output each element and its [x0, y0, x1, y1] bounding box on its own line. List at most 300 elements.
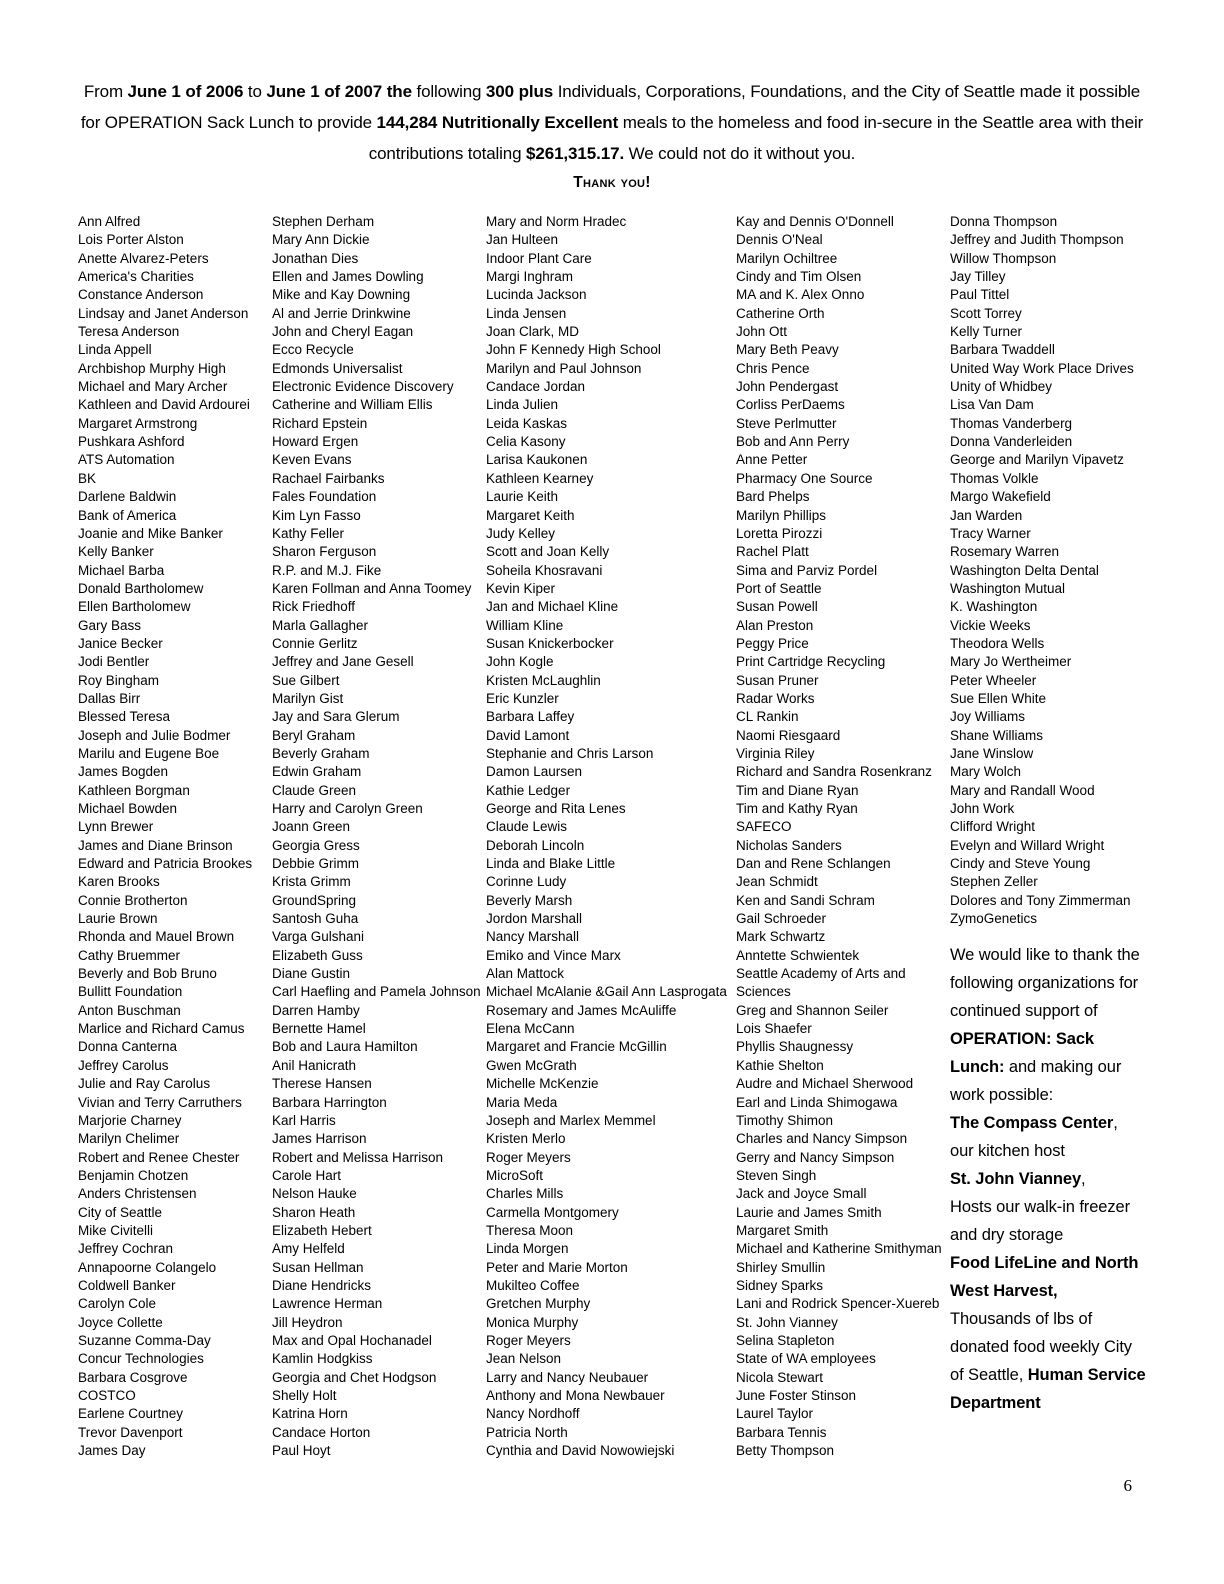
- donor-name: Jill Heydron: [272, 1314, 343, 1330]
- donor-name: Marilyn Phillips: [736, 507, 827, 523]
- donor-name: Rosemary Warren: [950, 544, 1060, 560]
- donor-name: Roger Meyers: [486, 1149, 571, 1165]
- donor-name: Marilyn Gist: [272, 690, 344, 706]
- donor-name: Marlice and Richard Camus: [78, 1021, 245, 1037]
- donor-name: Joann Green: [272, 819, 351, 835]
- donor-name: Bullitt Foundation: [78, 984, 183, 1000]
- donor-name: Lani and Rodrick Spencer-Xuereb: [736, 1296, 940, 1312]
- donor-name: Lucinda Jackson: [486, 287, 587, 303]
- donor-name: Connie Gerlitz: [272, 635, 358, 651]
- text-run: to: [243, 82, 267, 101]
- donor-name: Darren Hamby: [272, 1002, 360, 1018]
- donor-name: Shelly Holt: [272, 1388, 337, 1403]
- donor-name: Amy Helfeld: [272, 1241, 345, 1257]
- thank-you-heading: Thank you!: [573, 174, 651, 191]
- donor-name: Nelson Hauke: [272, 1186, 357, 1202]
- donor-name: Susan Powell: [736, 599, 818, 615]
- donor-name: Candace Jordan: [486, 379, 586, 395]
- donor-name: Evelyn and Willard Wright: [950, 837, 1105, 853]
- donor-name: Jay and Sara Glerum: [272, 709, 400, 725]
- donor-name: Carolyn Cole: [78, 1296, 157, 1312]
- donor-name: Theresa Moon: [486, 1222, 574, 1238]
- donor-name: Keven Evans: [272, 452, 352, 468]
- donor-name: Gail Schroeder: [736, 911, 827, 927]
- donor-name: Kelly Banker: [78, 544, 154, 560]
- donor-name: William Kline: [486, 617, 564, 633]
- donor-name: MicroSoft: [486, 1167, 544, 1183]
- donor-name: Michael McAlanie &Gail Ann Lasprogata: [486, 984, 727, 1000]
- donor-name: Nicholas Sanders: [736, 837, 842, 853]
- donor-name: City of Seattle: [78, 1204, 163, 1220]
- donor-name: Dolores and Tony Zimmerman: [950, 892, 1131, 908]
- donor-name: Corliss PerDaems: [736, 397, 845, 413]
- donor-name: Dan and Rene Schlangen: [736, 856, 891, 872]
- donor-name: Nancy Nordhoff: [486, 1406, 580, 1422]
- donor-name: Richard Epstein: [272, 415, 368, 431]
- donor-name: Peter and Marie Morton: [486, 1259, 628, 1275]
- donor-name: James and Diane Brinson: [78, 837, 233, 853]
- donor-name: America's Charities: [78, 269, 194, 285]
- donor-name: Jeffrey Carolus: [78, 1057, 169, 1073]
- donor-name: Radar Works: [736, 690, 815, 706]
- donor-name: Ellen and James Dowling: [272, 269, 424, 285]
- donor-name: Sharon Heath: [272, 1204, 356, 1220]
- donor-name: Jan Warden: [950, 507, 1023, 523]
- donor-name: Ken and Sandi Schram: [736, 892, 875, 908]
- donor-name: Clifford Wright: [950, 819, 1036, 835]
- donor-name: Charles Mills: [486, 1186, 564, 1202]
- donor-name: Ecco Recycle: [272, 342, 354, 358]
- donor-name: Anil Hanicrath: [272, 1057, 357, 1073]
- donor-name: Peggy Price: [736, 635, 809, 651]
- page-number: 6: [1123, 1476, 1132, 1495]
- donor-name: Earl and Linda Shimogawa: [736, 1094, 898, 1110]
- donor-name: Mike Civitelli: [78, 1222, 154, 1238]
- donor-name: Lynn Brewer: [78, 819, 154, 835]
- donor-name: Margo Wakefield: [950, 489, 1051, 505]
- donor-name: Claude Lewis: [486, 819, 568, 835]
- donor-name: Judy Kelley: [486, 525, 556, 541]
- donor-name: Leida Kaskas: [486, 415, 568, 431]
- donor-name: Shane Williams: [950, 727, 1044, 743]
- donor-name: Benjamin Chotzen: [78, 1167, 189, 1183]
- text-run: and making our work possible:: [950, 1058, 1122, 1105]
- donor-name: Laurie Brown: [78, 911, 158, 927]
- donor-name: Debbie Grimm: [272, 856, 360, 872]
- text-run: meals to the homeless and food in-secure in the Seattle area with their contributions totaling: [368, 113, 1144, 163]
- donor-name: Joyce Collette: [78, 1314, 163, 1330]
- donor-name: BK: [78, 470, 97, 486]
- donor-name: Elizabeth Guss: [272, 947, 363, 963]
- donor-name: Washington Mutual: [950, 580, 1066, 596]
- bold-text-run: 300 plus: [485, 82, 554, 101]
- donor-name: Print Cartridge Recycling: [736, 654, 886, 670]
- donor-name: Port of Seattle: [736, 580, 822, 596]
- donor-name: Margaret Keith: [486, 507, 575, 523]
- donor-name: Michael Barba: [78, 562, 165, 578]
- donor-name: Kathie Shelton: [736, 1057, 824, 1073]
- donor-name: Charles and Nancy Simpson: [736, 1131, 908, 1147]
- donor-name: Celia Kasony: [486, 434, 566, 450]
- donor-name: Marjorie Charney: [78, 1112, 182, 1128]
- text-run: We could not do it without you.: [624, 144, 856, 163]
- donor-name: Alan Preston: [736, 617, 814, 633]
- donor-name: Bank of America: [78, 507, 177, 523]
- donor-name: Carole Hart: [272, 1167, 342, 1183]
- donor-name: Theodora Wells: [950, 635, 1045, 651]
- text-run: Individuals, Corporations, Foundations, and the City of Seattle made it possible for OPERATION Sack Lunch to provide: [80, 82, 1141, 132]
- donor-name: Maria Meda: [486, 1094, 558, 1110]
- donor-name: Suzanne Comma-Day: [78, 1332, 211, 1348]
- donor-name: Karl Harris: [272, 1112, 336, 1128]
- donor-name: Marla Gallagher: [272, 617, 369, 633]
- donor-name: James Bogden: [78, 764, 169, 780]
- bold-text-run: June 1 of 2006: [127, 82, 244, 101]
- donor-name: Trevor Davenport: [78, 1424, 183, 1440]
- donor-name: Kristen Merlo: [486, 1131, 566, 1147]
- donor-name: Margi Inghram: [486, 269, 574, 285]
- donor-name: Naomi Riesgaard: [736, 727, 841, 743]
- donor-name: Barbara Harrington: [272, 1094, 387, 1110]
- donor-name: Betty Thompson: [736, 1443, 835, 1459]
- donor-name: June Foster Stinson: [736, 1388, 857, 1403]
- donor-name: Tracy Warner: [950, 525, 1031, 541]
- donor-column-1: [78, 213, 272, 1460]
- bold-text-run: The Compass Center: [950, 1114, 1114, 1133]
- donor-column-2: [272, 213, 486, 1460]
- donor-name: Larry and Nancy Neubauer: [486, 1369, 649, 1385]
- donor-name: Anthony and Mona Newbauer: [486, 1388, 665, 1403]
- donor-name: Paul Hoyt: [272, 1443, 331, 1459]
- donor-name: Susan Pruner: [736, 672, 819, 688]
- donor-column-3: [486, 213, 736, 1460]
- donor-name: Dennis O'Neal: [736, 232, 823, 248]
- donor-name: Al and Jerrie Drinkwine: [272, 305, 411, 321]
- donor-name: Monica Murphy: [486, 1314, 579, 1330]
- donor-name: Phyllis Shaugnessy: [736, 1039, 854, 1055]
- donor-name: Donald Bartholomew: [78, 580, 204, 596]
- donor-name: John and Cheryl Eagan: [272, 324, 414, 340]
- donor-name: Laurel Taylor: [736, 1406, 814, 1422]
- donor-name: Concur Technologies: [78, 1351, 204, 1367]
- donor-name: Carl Haefling and Pamela Johnson: [272, 984, 481, 1000]
- donor-name: Anton Buschman: [78, 1002, 181, 1018]
- donor-name: Joseph and Marlex Memmel: [486, 1112, 656, 1128]
- donor-name: Fales Foundation: [272, 489, 377, 505]
- donor-name: Jan Hulteen: [486, 232, 559, 248]
- donor-name: Margaret and Francie McGillin: [486, 1039, 667, 1055]
- donor-name: Robert and Melissa Harrison: [272, 1149, 444, 1165]
- donor-name: Joy Williams: [950, 709, 1026, 725]
- donor-name: Mary Wolch: [950, 764, 1022, 780]
- donor-name: Barbara Laffey: [486, 709, 575, 725]
- donor-name: Bernette Hamel: [272, 1021, 366, 1037]
- donor-name: Elizabeth Hebert: [272, 1222, 372, 1238]
- page-header: [0, 76, 1224, 192]
- donor-name: Kevin Kiper: [486, 580, 556, 596]
- donor-name: Richard and Sandra Rosenkranz: [736, 764, 932, 780]
- donor-name: Darlene Baldwin: [78, 489, 177, 505]
- donor-name: Jean Schmidt: [736, 874, 818, 890]
- donor-name: Linda and Blake Little: [486, 856, 616, 872]
- bold-text-run: St. John Vianney: [950, 1170, 1082, 1189]
- donor-name: Karen Follman and Anna Toomey: [272, 580, 472, 596]
- donor-name: Sciences: [736, 984, 791, 1000]
- donor-name: Steve Perlmutter: [736, 415, 837, 431]
- donor-name: Joanie and Mike Banker: [78, 525, 223, 541]
- donor-name: John Ott: [736, 324, 788, 340]
- donor-name: Therese Hansen: [272, 1076, 372, 1092]
- donor-name: Greg and Shannon Seiler: [736, 1002, 889, 1018]
- donor-name: Stephanie and Chris Larson: [486, 745, 654, 761]
- donor-name: Varga Gulshani: [272, 929, 365, 945]
- donor-name: Kelly Turner: [950, 324, 1023, 340]
- donor-name: Bob and Laura Hamilton: [272, 1039, 418, 1055]
- donor-name: Marilyn Ochiltree: [736, 250, 838, 266]
- donor-name: Sima and Parviz Pordel: [736, 562, 878, 578]
- text-run: ,: [1113, 1114, 1118, 1133]
- donor-column-5-names: [950, 213, 1146, 928]
- donor-name: Edmonds Universalist: [272, 360, 403, 376]
- donor-name: Marilu and Eugene Boe: [78, 745, 220, 761]
- text-run: We would like to thank the following organizations for continued support of: [950, 946, 1140, 1021]
- donor-name: ATS Automation: [78, 452, 175, 468]
- donor-name: Scott and Joan Kelly: [486, 544, 610, 560]
- donor-name: Georgia and Chet Hodgson: [272, 1369, 437, 1385]
- donor-name: Susan Hellman: [272, 1259, 364, 1275]
- donor-name: Mike and Kay Downing: [272, 287, 411, 303]
- donor-name: Mary Jo Wertheimer: [950, 654, 1072, 670]
- donor-name: Linda Julien: [486, 397, 559, 413]
- bold-text-run: $261,315.17.: [526, 144, 625, 163]
- donor-name: Jack and Joyce Small: [736, 1186, 867, 1202]
- donor-name: Edwin Graham: [272, 764, 362, 780]
- donor-name: Damon Laursen: [486, 764, 583, 780]
- donor-name: Krista Grimm: [272, 874, 351, 890]
- donor-name: Candace Horton: [272, 1424, 371, 1440]
- donor-name: Jean Nelson: [486, 1351, 562, 1367]
- donor-name: Beryl Graham: [272, 727, 356, 743]
- donor-name: Jodi Bentler: [78, 654, 150, 670]
- donor-name: Earlene Courtney: [78, 1406, 184, 1422]
- donor-name: Robert and Renee Chester: [78, 1149, 240, 1165]
- donor-name: Audre and Michael Sherwood: [736, 1076, 914, 1092]
- donor-name: Thomas Vanderberg: [950, 415, 1073, 431]
- donor-name: Margaret Armstrong: [78, 415, 198, 431]
- donor-name: Kamlin Hodgkiss: [272, 1351, 373, 1367]
- donor-name: Beverly Marsh: [486, 892, 573, 908]
- donor-name: Michael and Mary Archer: [78, 379, 228, 395]
- donor-name: COSTCO: [78, 1388, 136, 1403]
- text-run: Hosts our walk-in freezer and dry storage: [950, 1198, 1130, 1245]
- donor-name: Dallas Birr: [78, 690, 141, 706]
- donor-name: Indoor Plant Care: [486, 250, 592, 266]
- donor-name: Ellen Bartholomew: [78, 599, 191, 615]
- donor-name: Margaret Smith: [736, 1222, 829, 1238]
- donor-name: ZymoGenetics: [950, 911, 1038, 927]
- donor-name: Beverly Graham: [272, 745, 370, 761]
- donor-name: United Way Work Place Drives: [950, 360, 1134, 376]
- donor-name: Kay and Dennis O'Donnell: [736, 214, 894, 229]
- donor-name: Beverly and Bob Bruno: [78, 966, 217, 982]
- donor-name: Vivian and Terry Carruthers: [78, 1094, 242, 1110]
- donor-name: Gretchen Murphy: [486, 1296, 591, 1312]
- donor-name: Steven Singh: [736, 1167, 817, 1183]
- donor-name: Lisa Van Dam: [950, 397, 1034, 413]
- donor-name: Gerry and Nancy Simpson: [736, 1149, 895, 1165]
- text-run: From: [83, 82, 128, 101]
- donor-name: Laurie and James Smith: [736, 1204, 882, 1220]
- donor-name: Julie and Ray Carolus: [78, 1076, 211, 1092]
- donor-name: Patricia North: [486, 1424, 568, 1440]
- donor-name: MA and K. Alex Onno: [736, 287, 865, 303]
- donor-name: John Kogle: [486, 654, 554, 670]
- donor-name: Jeffrey Cochran: [78, 1241, 174, 1257]
- donor-name: SAFECO: [736, 819, 792, 835]
- donor-name: Karen Brooks: [78, 874, 160, 890]
- donor-name: Anette Alvarez-Peters: [78, 250, 209, 266]
- donor-name: Annapoorne Colangelo: [78, 1259, 217, 1275]
- donor-name: St. John Vianney: [736, 1314, 838, 1330]
- donor-name: Donna Vanderleiden: [950, 434, 1073, 450]
- donor-name: Kathleen and David Ardourei: [78, 397, 250, 413]
- donor-name: Cynthia and David Nowowiejski: [486, 1443, 675, 1459]
- donor-name: Mary Beth Peavy: [736, 342, 839, 358]
- donor-name: Larisa Kaukonen: [486, 452, 588, 468]
- donor-name: Tim and Diane Ryan: [736, 782, 859, 798]
- donor-name: Kristen McLaughlin: [486, 672, 601, 688]
- donor-name: Linda Morgen: [486, 1241, 569, 1257]
- donor-name: Laurie Keith: [486, 489, 559, 505]
- donor-name: Gwen McGrath: [486, 1057, 577, 1073]
- donor-name: Anne Petter: [736, 452, 808, 468]
- donor-name: Nancy Marshall: [486, 929, 580, 945]
- donor-name: Paul Tittel: [950, 287, 1010, 303]
- donor-name: Jan and Michael Kline: [486, 599, 619, 615]
- donor-name: Scott Torrey: [950, 305, 1022, 321]
- donor-name: Emiko and Vince Marx: [486, 947, 621, 963]
- text-run: following: [411, 82, 486, 101]
- donor-name: Nicola Stewart: [736, 1369, 824, 1385]
- donor-name: Kathleen Borgman: [78, 782, 190, 798]
- donor-name: Virginia Riley: [736, 745, 815, 761]
- donor-name: Michelle McKenzie: [486, 1076, 599, 1092]
- donor-name: Michael and Katherine Smithyman: [736, 1241, 942, 1257]
- bold-text-run: Food LifeLine and North West Harvest,: [950, 1254, 1139, 1301]
- text-run: ,: [1081, 1170, 1086, 1189]
- donor-name: Lois Porter Alston: [78, 232, 184, 248]
- donor-name: Sidney Sparks: [736, 1277, 824, 1293]
- donor-name: Bard Phelps: [736, 489, 810, 505]
- donor-name: Elena McCann: [486, 1021, 575, 1037]
- donor-name: Teresa Anderson: [78, 324, 180, 340]
- donor-name: Seattle Academy of Arts and: [736, 966, 906, 982]
- donor-name: Gary Bass: [78, 617, 142, 633]
- donor-name: Bob and Ann Perry: [736, 434, 850, 450]
- donor-name: David Lamont: [486, 727, 570, 743]
- donor-name: Cindy and Steve Young: [950, 856, 1091, 872]
- donor-name: Roger Meyers: [486, 1332, 571, 1348]
- donor-column-5: [950, 213, 1146, 1417]
- donor-name: Carmella Montgomery: [486, 1204, 619, 1220]
- donor-name: Sue Gilbert: [272, 672, 340, 688]
- donor-name: Stephen Zeller: [950, 874, 1038, 890]
- donor-name: Unity of Whidbey: [950, 379, 1053, 395]
- donor-name: Joseph and Julie Bodmer: [78, 727, 231, 743]
- donor-name: Jeffrey and Jane Gesell: [272, 654, 414, 670]
- donor-name: Georgia Gress: [272, 837, 360, 853]
- bold-text-run: 144,284 Nutritionally Excellent: [376, 113, 619, 132]
- donor-name: Pharmacy One Source: [736, 470, 873, 486]
- donor-name: Barbara Twaddell: [950, 342, 1055, 358]
- donor-name: Kathleen Kearney: [486, 470, 594, 486]
- donor-name: Archbishop Murphy High: [78, 360, 226, 376]
- donor-name: Howard Ergen: [272, 434, 359, 450]
- donor-name: Barbara Tennis: [736, 1424, 827, 1440]
- donor-name: Max and Opal Hochanadel: [272, 1332, 432, 1348]
- donor-name: Timothy Shimon: [736, 1112, 834, 1128]
- donor-name: George and Marilyn Vipavetz: [950, 452, 1124, 468]
- donor-name: Claude Green: [272, 782, 357, 798]
- donor-name: Rachael Fairbanks: [272, 470, 385, 486]
- donor-name: Santosh Guha: [272, 911, 359, 927]
- donor-name: Marilyn Chelimer: [78, 1131, 180, 1147]
- donor-name: Rachel Platt: [736, 544, 809, 560]
- donor-name: Pushkara Ashford: [78, 434, 185, 450]
- donor-name: Thomas Volkle: [950, 470, 1039, 486]
- donor-name: Harry and Carolyn Green: [272, 801, 423, 816]
- donor-name: Diane Gustin: [272, 966, 351, 982]
- donor-name: Shirley Smullin: [736, 1259, 826, 1275]
- donor-name: Linda Jensen: [486, 305, 567, 321]
- donor-name: Jeffrey and Judith Thompson: [950, 232, 1124, 248]
- donor-name: CL Rankin: [736, 709, 799, 725]
- donor-name: Lois Shaefer: [736, 1021, 812, 1037]
- donor-name: Joan Clark, MD: [486, 324, 580, 340]
- donor-name: Electronic Evidence Discovery: [272, 379, 454, 395]
- donor-name: Stephen Derham: [272, 214, 375, 229]
- donor-name: Blessed Teresa: [78, 709, 171, 725]
- donor-name: Mary and Norm Hradec: [486, 214, 627, 229]
- donor-name: Mary and Randall Wood: [950, 782, 1095, 798]
- donor-name: Deborah Lincoln: [486, 837, 585, 853]
- donor-name: Connie Brotherton: [78, 892, 188, 908]
- donor-name: Donna Thompson: [950, 214, 1058, 229]
- donor-name: Catherine and William Ellis: [272, 397, 433, 413]
- donor-name: K. Washington: [950, 599, 1038, 615]
- donor-name: Sue Ellen White: [950, 690, 1047, 706]
- donor-name: Anders Christensen: [78, 1186, 197, 1202]
- bold-text-run: June 1 of 2007 the: [266, 82, 412, 101]
- donor-column-4: [736, 213, 950, 1460]
- donor-name: GroundSpring: [272, 892, 357, 908]
- donor-name: Soheila Khosravani: [486, 562, 603, 578]
- donor-name: Roy Bingham: [78, 672, 160, 688]
- donor-name: Loretta Pirozzi: [736, 525, 823, 541]
- bold-text-run: OPERATION: Sack Lunch:: [950, 1030, 1094, 1077]
- closing-paragraph: [950, 941, 1146, 1417]
- donor-name: Sharon Ferguson: [272, 544, 377, 560]
- donor-name: Tim and Kathy Ryan: [736, 801, 858, 816]
- donor-name: Mukilteo Coffee: [486, 1277, 580, 1293]
- donor-name: Edward and Patricia Brookes: [78, 856, 253, 872]
- donor-name: Washington Delta Dental: [950, 562, 1099, 578]
- donor-name: Jordon Marshall: [486, 911, 583, 927]
- donor-name: Jay Tilley: [950, 269, 1006, 285]
- donor-name: Ann Alfred: [78, 214, 141, 229]
- donor-name: Cathy Bruemmer: [78, 947, 181, 963]
- donor-name: Chris Pence: [736, 360, 810, 376]
